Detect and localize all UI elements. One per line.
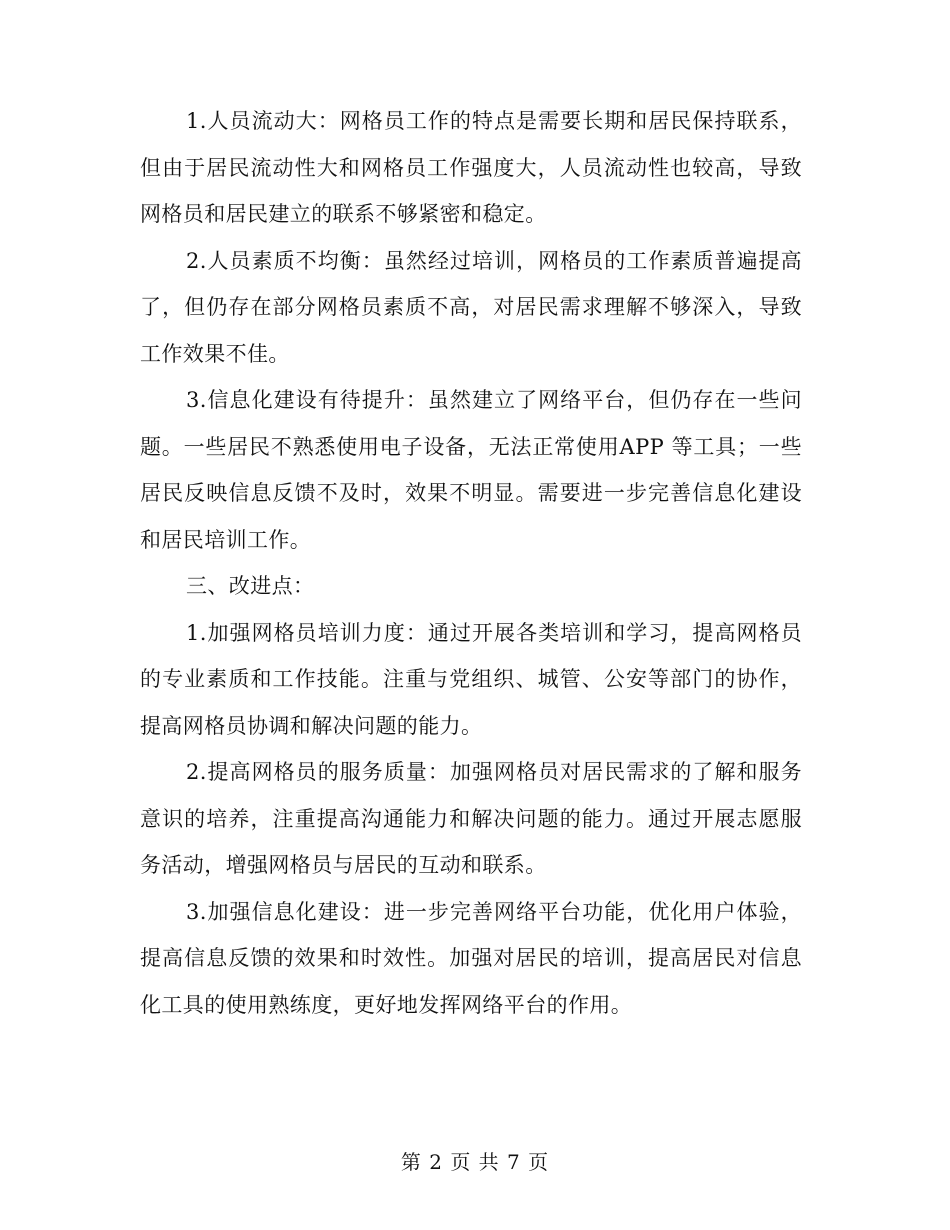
page-number: 第 2 页 共 7 页 (400, 1150, 550, 1174)
section-heading-improvements: 三、改进点： (186, 574, 315, 598)
paragraph-issue-quality: 2.人员素质不均衡：虽然经过培训，网格员的工作素质普遍提高了，但仍存在部分网格员素质不高，对居民需求理解不够深入，导致工作效果不佳。 (140, 248, 802, 366)
document-body (140, 98, 802, 1028)
paragraph-improve-informatization: 3.加强信息化建设：进一步完善网络平台功能，优化用户体验，提高信息反馈的效果和时效性。加强对居民的培训，提高居民对信息化工具的使用熟练度，更好地发挥网络平台的作用。 (140, 899, 802, 1017)
paragraph-improve-training: 1.加强网格员培训力度：通过开展各类培训和学习，提高网格员的专业素质和工作技能。注重与党组织、城管、公安等部门的协作，提高网格员协调和解决问题的能力。 (140, 620, 802, 738)
paragraph-issue-mobility: 1.人员流动大：网格员工作的特点是需要长期和居民保持联系，但由于居民流动性大和网格员工作强度大，人员流动性也较高，导致网格员和居民建立的联系不够紧密和稳定。 (140, 109, 802, 226)
paragraph-issue-informatization: 3.信息化建设有待提升：虽然建立了网络平台，但仍存在一些问题。一些居民不熟悉使用电子设备，无法正常使用APP 等工具；一些居民反映信息反馈不及时，效果不明显。需要进一步完善信息化建设和居民培训工作。 (140, 388, 802, 552)
paragraph-improve-service: 2.提高网格员的服务质量：加强网格员对居民需求的了解和服务意识的培养，注重提高沟通能力和解决问题的能力。通过开展志愿服务活动，增强网格员与居民的互动和联系。 (140, 760, 802, 877)
page-footer (0, 1146, 950, 1175)
